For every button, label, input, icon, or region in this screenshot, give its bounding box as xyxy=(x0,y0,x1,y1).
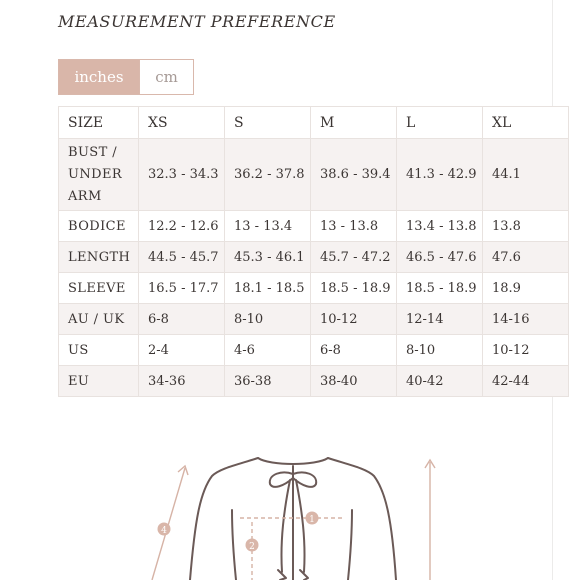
table-cell: 2-4 xyxy=(139,335,225,366)
header-cell: L xyxy=(397,107,483,139)
header-cell: S xyxy=(225,107,311,139)
inches-button[interactable]: inches xyxy=(59,60,139,94)
table-row xyxy=(59,242,569,273)
table-cell: 18.1 - 18.5 xyxy=(225,273,311,304)
table-row xyxy=(59,366,569,397)
table-cell: 45.3 - 46.1 xyxy=(225,242,311,273)
table-cell: 13 - 13.8 xyxy=(311,211,397,242)
table-cell: 34-36 xyxy=(139,366,225,397)
table-cell: 44.5 - 45.7 xyxy=(139,242,225,273)
size-chart[interactable] xyxy=(58,106,530,396)
table-cell: 46.5 - 47.6 xyxy=(397,242,483,273)
row-label-line: BUST / xyxy=(68,144,117,160)
measure-marker-1-label: 1 xyxy=(309,515,315,525)
table-cell: 44.1 xyxy=(483,139,569,211)
size-table xyxy=(58,106,569,397)
row-label-line: ARM xyxy=(68,188,102,204)
table-cell: 13.8 xyxy=(483,211,569,242)
table-cell: 8-10 xyxy=(225,304,311,335)
table-cell: 36-38 xyxy=(225,366,311,397)
table-row xyxy=(59,139,569,211)
table-cell: 12-14 xyxy=(397,304,483,335)
table-row xyxy=(59,335,569,366)
table-cell: 36.2 - 37.8 xyxy=(225,139,311,211)
table-cell: 6-8 xyxy=(139,304,225,335)
measure-marker-2-label: 2 xyxy=(249,542,255,552)
table-cell: 18.9 xyxy=(483,273,569,304)
header-cell: M xyxy=(311,107,397,139)
row-label: LENGTH xyxy=(59,242,139,273)
table-cell: 38-40 xyxy=(311,366,397,397)
length-arrow xyxy=(152,466,188,580)
measure-marker-4-label: 4 xyxy=(161,526,167,536)
table-cell: 13.4 - 13.8 xyxy=(397,211,483,242)
table-header-row xyxy=(59,107,569,139)
row-label: US xyxy=(59,335,139,366)
table-cell: 32.3 - 34.3 xyxy=(139,139,225,211)
table-cell: 16.5 - 17.7 xyxy=(139,273,225,304)
table-cell: 12.2 - 12.6 xyxy=(139,211,225,242)
table-cell: 4-6 xyxy=(225,335,311,366)
garment-measurement-diagram xyxy=(0,440,580,580)
table-cell: 45.7 - 47.2 xyxy=(311,242,397,273)
table-cell: 38.6 - 39.4 xyxy=(311,139,397,211)
table-cell: 47.6 xyxy=(483,242,569,273)
measurement-preference-title: MEASUREMENT PREFERENCE xyxy=(58,12,336,31)
row-label-line: UNDER xyxy=(68,166,123,182)
unit-toggle xyxy=(58,59,194,95)
table-cell: 14-16 xyxy=(483,304,569,335)
header-cell: XS xyxy=(139,107,225,139)
cm-button[interactable]: cm xyxy=(139,60,193,94)
row-label: AU / UK xyxy=(59,304,139,335)
row-label xyxy=(59,139,139,211)
table-cell: 18.5 - 18.9 xyxy=(311,273,397,304)
blouse-outline xyxy=(190,458,396,580)
table-cell: 18.5 - 18.9 xyxy=(397,273,483,304)
table-cell: 10-12 xyxy=(311,304,397,335)
height-arrow xyxy=(425,460,435,580)
table-row xyxy=(59,273,569,304)
table-row xyxy=(59,211,569,242)
table-cell: 41.3 - 42.9 xyxy=(397,139,483,211)
table-cell: 10-12 xyxy=(483,335,569,366)
table-cell: 6-8 xyxy=(311,335,397,366)
table-cell: 13 - 13.4 xyxy=(225,211,311,242)
row-label: SLEEVE xyxy=(59,273,139,304)
table-cell: 8-10 xyxy=(397,335,483,366)
row-label: BODICE xyxy=(59,211,139,242)
table-cell: 42-44 xyxy=(483,366,569,397)
table-cell: 40-42 xyxy=(397,366,483,397)
header-cell: SIZE xyxy=(59,107,139,139)
table-row xyxy=(59,304,569,335)
header-cell: XL xyxy=(483,107,569,139)
row-label: EU xyxy=(59,366,139,397)
